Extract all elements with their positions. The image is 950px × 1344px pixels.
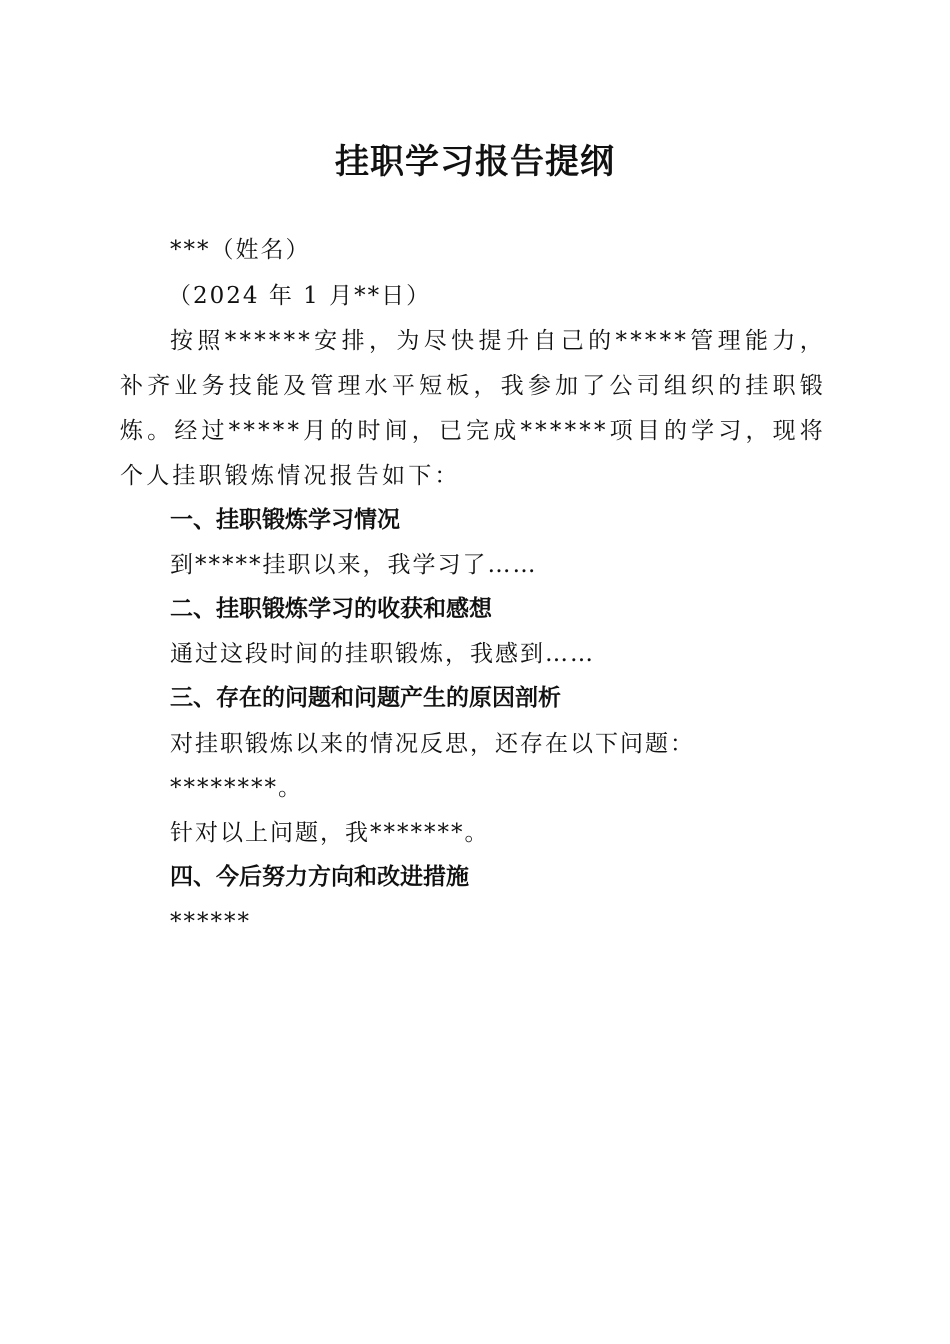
date-line: （2024 年 1 月**日）: [168, 283, 432, 309]
section1-heading: 一、挂职锻炼学习情况: [170, 507, 400, 533]
section4-text: ******: [170, 909, 251, 935]
section2-text: 通过这段时间的挂职锻炼，我感到……: [170, 641, 595, 667]
name-line: ***（姓名）: [170, 237, 311, 263]
section2-heading: 二、挂职锻炼学习的收获和感想: [170, 596, 492, 622]
section3-text-1: 对挂职锻炼以来的情况反思，还存在以下问题：: [170, 731, 695, 757]
section3-heading: 三、存在的问题和问题产生的原因剖析: [170, 685, 561, 711]
section4-heading: 四、今后努力方向和改进措施: [170, 864, 469, 890]
section3-text-3: 针对以上问题，我*******。: [170, 820, 490, 846]
document-title: 挂职学习报告提纲: [335, 142, 615, 182]
intro-paragraph: 按照******安排，为尽快提升自己的*****管理能力，补齐业务技能及管理水平短板，我参加了公司组织的挂职锻炼。经过*****月的时间，已完成******项目的学习，现将个人挂职锻炼情况报告如下：: [120, 328, 826, 489]
section3-text-2: ********。: [170, 775, 303, 801]
section1-text: 到*****挂职以来，我学习了……: [170, 552, 538, 578]
